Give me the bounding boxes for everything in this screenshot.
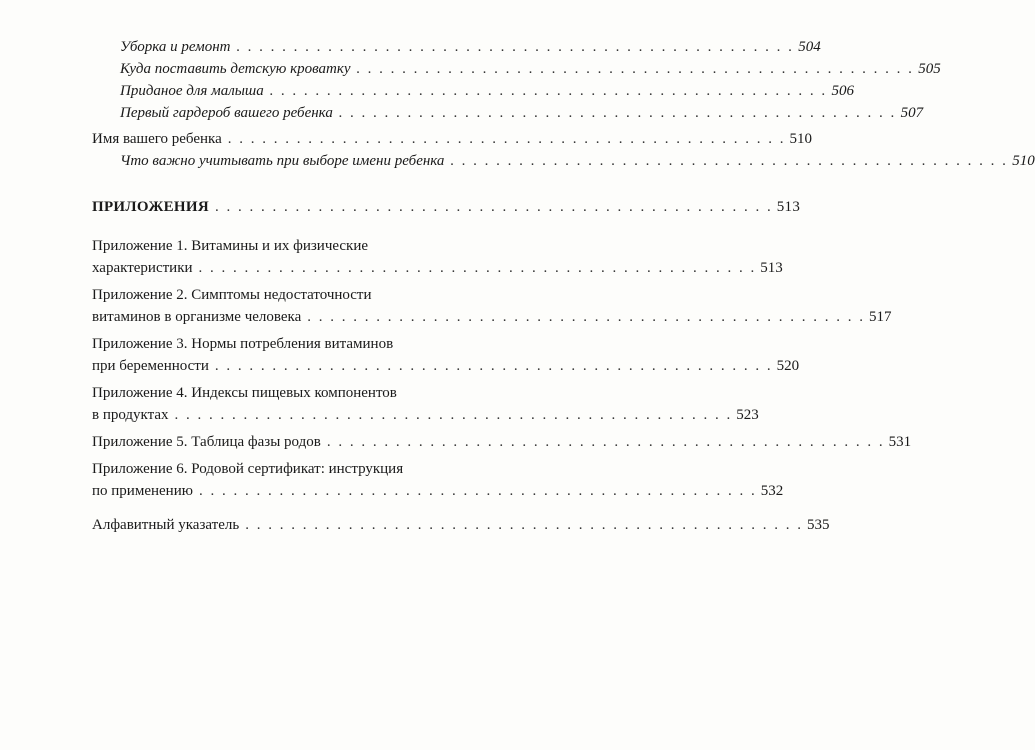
toc-page-number: 510 — [789, 131, 812, 147]
toc-page-number: 517 — [869, 309, 892, 325]
appendix-title-line1: Приложение 3. Нормы потребления витаминов — [92, 336, 394, 352]
toc-page-number: 513 — [760, 260, 783, 276]
dot-leader: . . . . . . . . . . . . . . . . . . . . . . . . . . . . . . . . . . . . . . . . . . . . . . . . . — [338, 105, 897, 121]
appendices-title: ПРИЛОЖЕНИЯ — [92, 199, 209, 215]
toc-subitem-title: Уборка и ремонт — [120, 39, 231, 55]
toc-subitem[interactable] — [92, 102, 924, 124]
appendix-title-line2: характеристики — [92, 260, 193, 276]
appendix-title-line2: в продуктах — [92, 407, 169, 423]
dot-leader: . . . . . . . . . . . . . . . . . . . . . . . . . . . . . . . . . . . . . . . . . . . . . . . . . — [198, 483, 757, 499]
dot-leader: . . . . . . . . . . . . . . . . . . . . . . . . . . . . . . . . . . . . . . . . . . . . . . . . . — [326, 434, 885, 450]
dot-leader: . . . . . . . . . . . . . . . . . . . . . . . . . . . . . . . . . . . . . . . . . . . . . . . . . — [214, 199, 773, 215]
toc-appendix-1[interactable] — [92, 235, 783, 279]
toc-page-number: 506 — [831, 83, 854, 99]
dot-leader: . . . . . . . . . . . . . . . . . . . . . . . . . . . . . . . . . . . . . . . . . . . . . . . . . — [198, 260, 757, 276]
toc-subitem-title: Куда поставить детскую кроватку — [120, 61, 351, 77]
toc-subitem-title: Первый гардероб вашего ребенка — [120, 105, 333, 121]
toc-appendix-6[interactable] — [92, 458, 784, 502]
toc-section-name[interactable] — [92, 128, 812, 150]
dot-leader: . . . . . . . . . . . . . . . . . . . . . . . . . . . . . . . . . . . . . . . . . . . . . . . . . — [174, 407, 733, 423]
toc-appendices-heading[interactable] — [92, 196, 801, 218]
dot-leader: . . . . . . . . . . . . . . . . . . . . . . . . . . . . . . . . . . . . . . . . . . . . . . . . . — [269, 83, 828, 99]
toc-page-number: 520 — [776, 358, 800, 374]
toc-page-number: 535 — [806, 517, 830, 533]
appendix-title-line2: витаминов в организме человека — [92, 309, 302, 325]
appendix-title-line1: Приложение 4. Индексы пищевых компонентов — [92, 385, 397, 401]
toc-subitem[interactable] — [92, 36, 821, 58]
toc-index[interactable] — [92, 514, 830, 536]
toc-page-number: 532 — [760, 483, 784, 499]
toc-appendix-2[interactable] — [92, 284, 892, 328]
appendix-title-line1: Приложение 1. Витамины и их физические — [92, 238, 369, 254]
dot-leader: . . . . . . . . . . . . . . . . . . . . . . . . . . . . . . . . . . . . . . . . . . . . . . . . . — [307, 309, 866, 325]
toc-page-number: 523 — [736, 407, 759, 423]
toc-subitem[interactable] — [92, 80, 854, 102]
index-title: Алфавитный указатель — [92, 517, 240, 533]
toc-page-number: 510 — [1012, 153, 1035, 169]
dot-leader: . . . . . . . . . . . . . . . . . . . . . . . . . . . . . . . . . . . . . . . . . . . . . . . . . — [450, 153, 1009, 169]
appendix-title-line1: Приложение 2. Симптомы недостаточности — [92, 287, 372, 303]
toc-appendix-3[interactable] — [92, 333, 800, 377]
toc-page-number: 531 — [888, 434, 912, 450]
dot-leader: . . . . . . . . . . . . . . . . . . . . . . . . . . . . . . . . . . . . . . . . . . . . . . . . . — [245, 517, 803, 533]
appendix-title-line2: по применению — [92, 483, 193, 499]
dot-leader: . . . . . . . . . . . . . . . . . . . . . . . . . . . . . . . . . . . . . . . . . . . . . . . . . — [214, 358, 773, 374]
dot-leader: . . . . . . . . . . . . . . . . . . . . . . . . . . . . . . . . . . . . . . . . . . . . . . . . . — [236, 39, 795, 55]
toc-page-number: 505 — [918, 61, 941, 77]
toc-appendix-5[interactable] — [92, 431, 912, 453]
toc-page-number: 504 — [798, 39, 821, 55]
toc-page-number: 507 — [900, 105, 924, 121]
toc-subitem[interactable] — [92, 58, 941, 80]
appendix-title-line1: Приложение 6. Родовой сертификат: инструкция — [92, 461, 404, 477]
dot-leader: . . . . . . . . . . . . . . . . . . . . . . . . . . . . . . . . . . . . . . . . . . . . . . . . . — [227, 131, 786, 147]
toc-page-number: 513 — [776, 199, 801, 215]
toc-section-title: Имя вашего ребенка — [92, 131, 222, 147]
toc-subitem[interactable] — [92, 150, 1035, 172]
dot-leader: . . . . . . . . . . . . . . . . . . . . . . . . . . . . . . . . . . . . . . . . . . . . . . . . . — [356, 61, 915, 77]
toc-subitem-title: Что важно учитывать при выборе имени ребенка — [120, 153, 445, 169]
toc-appendix-4[interactable] — [92, 382, 759, 426]
appendix-title-line1: Приложение 5. Таблица фазы родов — [92, 434, 321, 450]
appendix-title-line2: при беременности — [92, 358, 209, 374]
table-of-contents — [92, 36, 1035, 536]
toc-subitem-title: Приданое для малыша — [120, 83, 264, 99]
